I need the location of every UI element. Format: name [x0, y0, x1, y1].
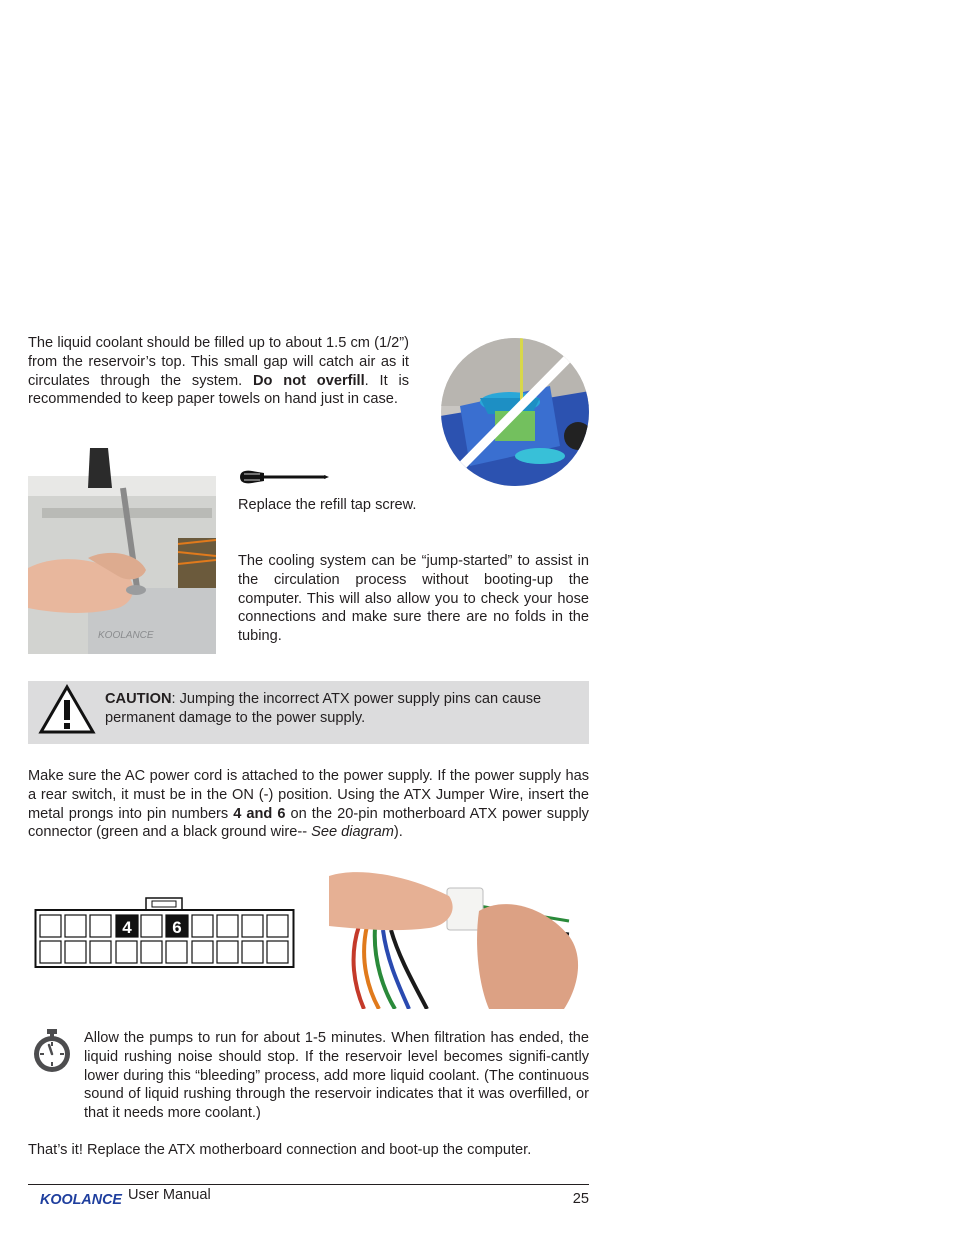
atx-jumper-paragraph [28, 767, 589, 842]
replace-screw-caption: Replace the refill tap screw. [238, 497, 417, 513]
page-number: 25 [572, 1191, 589, 1207]
footer-manual-label: User Manual [128, 1187, 211, 1203]
atx-connector-diagram [34, 894, 296, 970]
overfill-photo [440, 336, 590, 488]
koolance-logo [40, 1189, 124, 1207]
paragraph-text: . It is recommended to keep paper towels on hand just in case. [28, 372, 410, 408]
footer-divider [28, 1184, 589, 1185]
stopwatch-icon [30, 1028, 74, 1074]
jump-start-paragraph: The cooling system can be “jump-started” to assist in the circulation process without booting-up the computer. This will also allow you to check your hose connections and make sure there are no folds in the tubing. [238, 553, 589, 645]
caution-text [105, 690, 581, 728]
paragraph-text: The liquid coolant should be filled up to about 1.5 cm (1/2”) from the reservoir’s top. This small gap will catch air as it circulates through the system. [28, 335, 409, 389]
caution-label: CAUTION [105, 691, 172, 707]
final-instruction: That’s it! Replace the ATX motherboard connection and boot-up the computer. [28, 1142, 532, 1158]
refill-screw-photo [28, 448, 216, 654]
pin-numbers: 4 and 6 [233, 805, 286, 822]
jumper-wire-photo [329, 866, 589, 1009]
warning-icon [38, 684, 96, 736]
coolant-fill-paragraph [28, 334, 409, 409]
paragraph-text: ). [393, 824, 403, 841]
logo-text: KOOLANCE [40, 1191, 123, 1207]
pin-4-label: 4 [122, 918, 132, 937]
paragraph-text: on the 20-pin motherboard ATX power supply connector (green and a black ground wire-- [28, 805, 589, 841]
paragraph-text: Make sure the AC power cord is attached to the power supply. If the power supply has a rear switch, it must be in the ON (-) position. Using the ATX Jumper Wire, insert the metal prongs into pin numbers [28, 768, 589, 822]
bleeding-process-paragraph: Allow the pumps to run for about 1-5 minutes. When filtration has ended, the liquid rushing noise should stop. If the reservoir level becomes signifi-cantly lower during this “bleeding” process, add more liquid coolant. (The continuous sound of liquid rushing through the reservoir indicates that it was overfilled, or that it needs more coolant.) [84, 1030, 589, 1122]
svg-text:KOOLANCE: KOOLANCE [98, 630, 154, 641]
see-diagram-note: See diagram [311, 824, 394, 841]
caution-message: : Jumping the incorrect ATX power supply pins can cause permanent damage to the power supply. [105, 691, 542, 726]
pin-6-label: 6 [172, 918, 182, 937]
screwdriver-icon [238, 468, 330, 486]
overfill-warning: Do not overfill [253, 372, 365, 389]
